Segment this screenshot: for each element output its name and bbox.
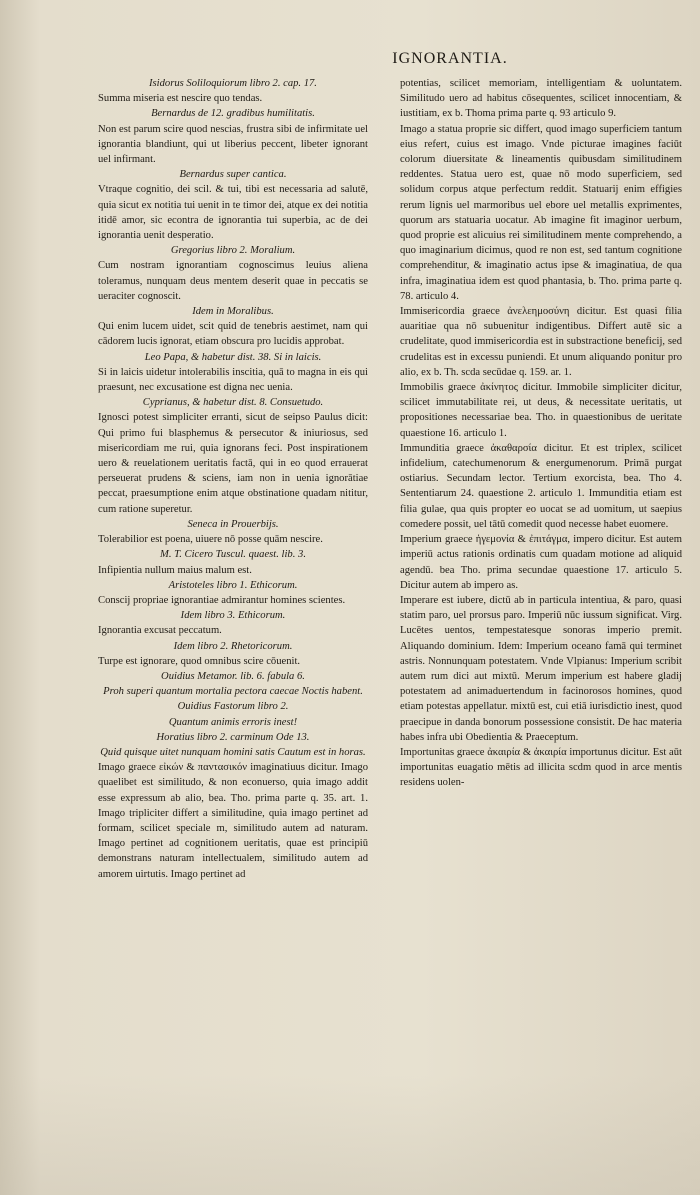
citation-heading: Idem in Moralibus. bbox=[192, 306, 274, 318]
paragraph: Immisericordia graece ἀνελεημοσύνη dicitur. Est quasi filia auaritiae qua nō subuenitur indigentibus. Differt autē sic a crudelitate, quod immisericordia est in substractione beneficij, sed crudelitas est in excessu puniendi. Et unum aliquando ponitur pro alio, ex b. Th. scda secūdae q. 159. ar. 1. bbox=[400, 306, 682, 378]
right-column bbox=[400, 76, 682, 791]
citation-heading: Gregorius libro 2. Moralium. bbox=[170, 245, 296, 257]
paragraph: Vtraque cognitio, dei scil. & tui, tibi est necessaria ad salutē, quia sicut ex notitia tui uenit in te timor dei, atque ex dei notitia itidē amor, sic econtra de ignorantia tui superbia, ac de dei ignorantia uenit desperatio. bbox=[98, 184, 368, 242]
paragraph: Imago graece εἰκών & παντασικόν imaginatiuus dicitur. Imago quaelibet est similitudo, & non econuerso, quia imago addit esse expressum ab alio, bea. Tho. prima parte q. 35. art. 1. Imago tripliciter differt a similitudine, quia imago pertinet ad formam, scilicet speciale m, similitudo autem ad naturam. Imago pertinet ad cognitionem ueritatis, quae est principiū demonstrans naturam intellectualem, similitudo autem ad amorem uirtutis. Imago pertinet ad bbox=[98, 762, 368, 880]
paragraph: Summa miseria est nescire quo tendas. bbox=[98, 93, 263, 105]
citation-heading: Ouidius Metamor. lib. 6. fabula 6. bbox=[161, 670, 305, 682]
citation-heading: Aristoteles libro 1. Ethicorum. bbox=[168, 579, 298, 591]
page-shadow bbox=[0, 1075, 700, 1195]
citation-heading: Bernardus super cantica. bbox=[179, 169, 287, 181]
citation-heading: Bernardus de 12. gradibus humilitatis. bbox=[151, 108, 315, 120]
citation-heading: Quid quisque uitet nunquam homini satis Cautum est in horas. bbox=[100, 746, 366, 758]
paragraph: Cum nostram ignorantiam cognoscimus leuius aliena toleramus, nunquam deus mentem deserit quae in peccatis se ueraciter cognoscit. bbox=[98, 260, 368, 302]
citation-heading: Seneca in Prouerbijs. bbox=[187, 518, 279, 530]
citation-heading: Proh superi quantum mortalia pectora caecae Noctis habent. bbox=[103, 686, 363, 698]
paragraph: Imago a statua proprie sic differt, quod imago superficiem tantum eius refert, cuius est imago. Vnde picturae imagines faciūt colorum diuersitate & lineamentis quibusdam similitudinem reddentes. Statua uero est, quae nō modo superficiem, sed solidum corpus atque perfectum reddit. Statuarij enim effigies rerum lignis uel marmoribus uel ebore uel metallis exprimentes, quorum ars statuaria uocatur. Ab imagine fit imaginor uerbum, quod proprie est alicuius rei similitudinem mente comprehendo, a quo imaginarium dicimus, quod re non est, sed tantum cognitione comprehenditur, & imaginatio actus ipse & imaginatiua, de qua infra, imaginatiua idem est quod phantasia, b. Tho. prima parte q. 78. articulo 4. bbox=[400, 123, 682, 302]
paragraph: Infipientia nullum maius malum est. bbox=[98, 564, 252, 576]
citation-heading: M. T. Cicero Tuscul. quaest. lib. 3. bbox=[160, 549, 306, 561]
paragraph: Immobilis graece ἀκίνητος dicitur. Immobile simpliciter dicitur, scilicet immutabilitate rei, ut deus, & necessitate ueritatis, ut propositiones necessariae bea. Tho. in quaestionibus de ueritate quaestione 16. articulo 1. bbox=[400, 382, 682, 439]
paragraph: Turpe est ignorare, quod omnibus scire cōuenit. bbox=[98, 655, 301, 667]
paragraph: Importunitas graece ἀκαιρία & ἀκαιρία importunus dicitur. Est aūt importunitas euagatio mētis ad illicita scdm quod in arce mentis residens uolen- bbox=[400, 746, 682, 789]
running-title: IGNORANTIA. bbox=[392, 50, 508, 67]
citation-heading: Ouidius Fastorum libro 2. bbox=[177, 701, 289, 713]
citation-heading: Idem libro 3. Ethicorum. bbox=[180, 610, 286, 622]
citation-heading: Cyprianus, & habetur dist. 8. Consuetudo. bbox=[142, 397, 324, 409]
paragraph: Imperium graece ἡγεμονία & ἐπιτάγμα, impero dicitur. Est autem imperiū actus rationis ordinatis cum quadam motione ad aliquid agendū. bea Tho. prima secundae quaestione 17. articulo 5. Dicitur autem ab impero as. bbox=[400, 534, 682, 591]
paragraph: Tolerabilior est poena, uiuere nō posse quām nescire. bbox=[98, 534, 323, 546]
paragraph: Non est parum scire quod nescias, frustra sibi de infirmitate uel ignorantia blandiunt, qui ut liberius peccent, libeter ignorant uel infirmant. bbox=[98, 123, 368, 166]
paragraph: potentias, scilicet memoriam, intelligentiam & uoluntatem. Similitudo uero ad habitus cōsequentes, scilicet innocentiam, & iustitiam, ex b. Thoma prima parte q. 93 articulo 9. bbox=[400, 78, 682, 120]
left-column bbox=[98, 76, 368, 882]
paragraph: Ignorantia excusat peccatum. bbox=[98, 625, 222, 637]
citation-heading: Quantum animis erroris inest! bbox=[168, 716, 298, 728]
citation-heading: Leo Papa, & habetur dist. 38. Si in laicis. bbox=[144, 351, 322, 363]
paragraph: Ignosci potest simpliciter erranti, sicut de seipso Paulus dicit: Qui primo fui blasphemus & persecutor & iniuriosus, sed misericordiam me rui, quia ignorans feci. Post inspirationem uero & reuelationem ueritatis factā, qui in eo quod errauerat perseuerat prudens & sciens, iam non in uenia ignorātiae peccat, praesumptione enim atque obstinatione quadam nititur, cum ratione superetur. bbox=[98, 412, 368, 515]
paragraph: Conscij propriae ignorantiae admirantur homines scientes. bbox=[98, 594, 346, 606]
citation-heading: Isidorus Soliloquiorum libro 2. cap. 17. bbox=[149, 78, 317, 89]
paragraph: Qui enim lucem uidet, scit quid de tenebris aestimet, nam qui cādorem lucis ignorat, etiam obscura pro lucidis approbat. bbox=[98, 321, 368, 348]
citation-heading: Idem libro 2. Rhetoricorum. bbox=[173, 640, 293, 652]
paragraph: Immunditia graece ἀκαθαρσία dicitur. Et est triplex, scilicet infidelium, catechumenorum & energumenorum. Primā purgat ostiarius. Secundam lector. Tertium exorcista, bea. Tho 4. Sententiarum 24. quaestione 2. articulo 1. Immunditia etiam est filia gulae, qua quis propter eo uocat se ad uomitum, ut saepius comedere possit, uel tātū comedit quod necesse habet euomere. bbox=[400, 442, 682, 530]
paragraph: Imperare est iubere, dictū ab in particula intentiua, & paro, quasi statim paro, uel prorsus paro. Imperiū nūc iussum significat. Virg. Lucētes uentos, tempestatesque sonoras imperio premit. Aliquando dominium. Idem: Imperium oceano famā qui terminet astris. Nonnunquam potestatem. Vnde Vlpianus: Imperium scribit autem rum dici aut mixtū. Merum imperium est habere gladij potestatem ad animaduertendum in facinorosos homines, quod etiam potestas appellatur. mixtū est, cui etiā iurisdictio inest, quod praecipue in danda bonorum possessione consistit. De hac materia habes infra ubi Obedientia & Praeceptum. bbox=[400, 594, 682, 743]
paragraph: Si in laicis uidetur intolerabilis inscitia, quā to magna in eis qui praesunt, nec excusatione est digna nec uenia. bbox=[98, 366, 368, 394]
citation-heading: Horatius libro 2. carminum Ode 13. bbox=[156, 731, 310, 743]
